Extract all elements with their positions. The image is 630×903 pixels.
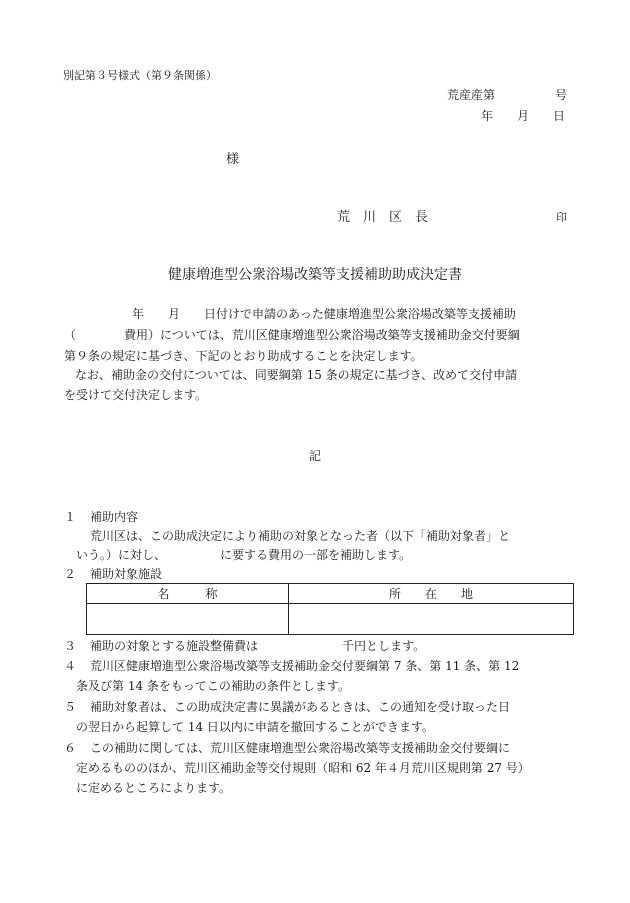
item-3-number: ３ xyxy=(64,639,77,653)
item-3-line1: 補助の対象とする施設整備費は 千円とします。 xyxy=(90,639,426,653)
item-5-line1: 補助対象者は、この助成決定書に異議があるときは、この通知を受け取った日 xyxy=(90,700,511,714)
item-2-number: ２ xyxy=(64,567,77,581)
item-6-line1: この補助に関しては、荒川区健康増進型公衆浴場改築等支援補助金交付要綱に xyxy=(90,741,511,755)
body-p2-line2: を受けて交付決定します。 xyxy=(64,388,208,402)
facility-table-row xyxy=(87,604,574,635)
item-5-number: ５ xyxy=(64,700,77,714)
facility-table-header xyxy=(87,584,574,604)
facility-name-cell[interactable] xyxy=(87,604,289,635)
document-number: 荒産産第 号 xyxy=(447,88,568,102)
body-p1-line2: （ 費用）については、荒川区健康増進型公衆浴場改築等支援補助金交付要綱 xyxy=(64,328,520,342)
ki-heading: 記 xyxy=(308,449,321,463)
item-1-title: 補助内容 xyxy=(90,510,139,524)
body-p1-line3: 第９条の規定に基づき、下記のとおり助成することを決定します。 xyxy=(64,349,423,363)
body-p2-line1: なお、補助金の交付については、同要綱第 15 条の規定に基づき、改めて交付申請 xyxy=(75,368,518,382)
item-4-line1: 荒川区健康増進型公衆浴場改築等支援補助金交付要綱第 7 条、第 11 条、第 12 xyxy=(90,659,520,673)
seal-mark: 印 xyxy=(556,211,567,224)
facility-table xyxy=(86,583,574,635)
issuer-name: 荒 川 区 長 xyxy=(337,210,429,225)
facility-name-header: 名 称 xyxy=(87,584,289,604)
item-4-number: ４ xyxy=(64,659,77,673)
item-5-line2: の翌日から起算して 14 日以内に申請を撤回することができます。 xyxy=(76,720,434,734)
item-4-line2: 条及び第 14 条をもってこの補助の条件とします。 xyxy=(76,679,350,693)
item-6-line2: 定めるもののほか、荒川区補助金等交付規則（昭和 62 年４月荒川区規則第 27 号） xyxy=(76,761,530,775)
item-1-number: １ xyxy=(64,510,77,524)
form-label: 別記第３号様式（第９条関係） xyxy=(63,69,217,82)
item-2-title: 補助対象施設 xyxy=(90,567,163,581)
item-1-line2: いう。）に対し、 に要する費用の一部を補助します。 xyxy=(76,548,412,562)
facility-location-cell[interactable] xyxy=(289,604,574,635)
document-date: 年 月 日 xyxy=(480,109,565,123)
item-1-line1: 荒川区は、この助成決定により補助の対象となった者（以下「補助対象者」と xyxy=(90,529,511,543)
recipient-honorific: 様 xyxy=(226,152,240,167)
item-6-number: ６ xyxy=(64,741,77,755)
document-title: 健康増進型公衆浴場改築等支援補助助成決定書 xyxy=(168,267,462,283)
body-p1-line1: 年 月 日付けで申請のあった健康増進型公衆浴場改築等支援補助 xyxy=(132,307,516,321)
item-6-line3: に定めるところによります。 xyxy=(76,781,232,795)
facility-location-header: 所 在 地 xyxy=(289,584,574,604)
